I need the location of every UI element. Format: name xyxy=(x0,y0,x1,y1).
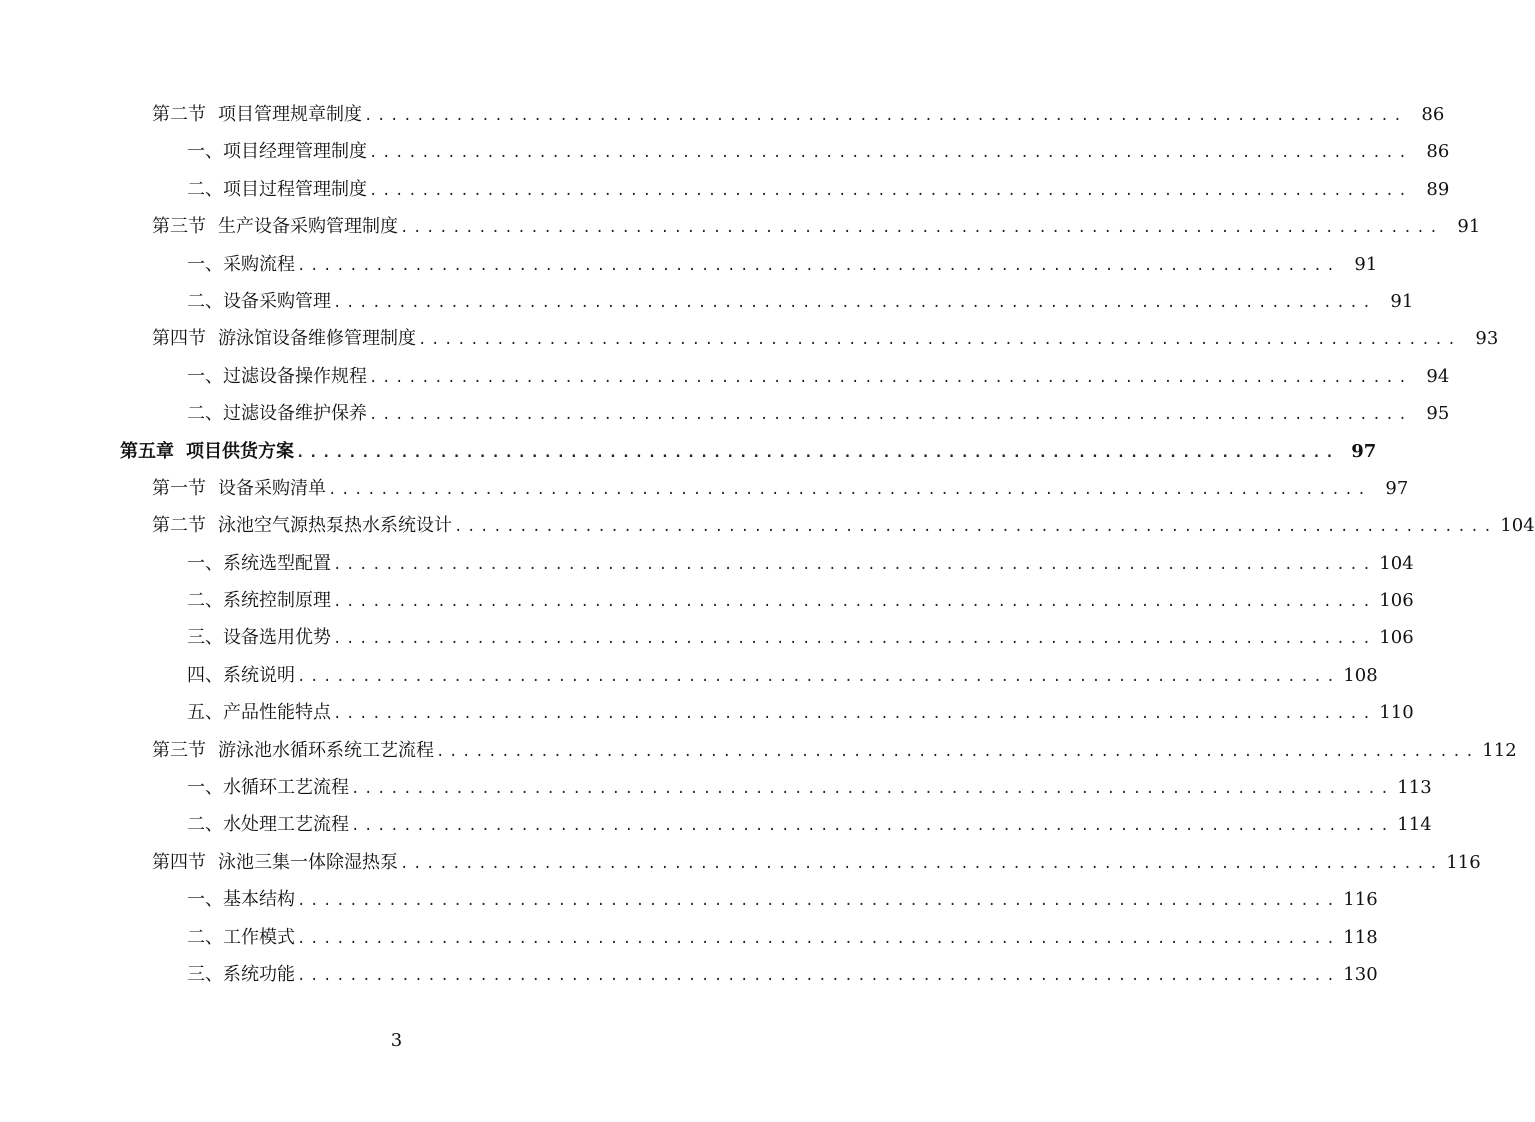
toc-entry-title xyxy=(187,586,331,612)
toc-entry-title xyxy=(187,923,295,949)
dot-leader: ................................................................................ xyxy=(333,294,1376,311)
dot-leader: ................................................................................ xyxy=(333,706,1376,723)
toc-entry-item[interactable] xyxy=(0,623,1414,660)
toc-entry-section[interactable] xyxy=(0,100,1445,137)
toc-entry-text: 项目管理规章制度 xyxy=(218,104,362,125)
toc-entry-title xyxy=(152,100,362,126)
toc-entry-page: 95 xyxy=(1426,403,1450,425)
toc-entry-page: 116 xyxy=(1343,889,1378,911)
toc-entry-text: 三、系统功能 xyxy=(187,963,295,985)
toc-entry-title xyxy=(187,885,295,911)
toc-entry-title xyxy=(187,623,331,649)
toc-entry-page: 106 xyxy=(1379,627,1414,649)
toc-entry-page: 86 xyxy=(1421,104,1445,125)
toc-entry-page: 93 xyxy=(1475,328,1499,350)
dot-leader: ................................................................................ xyxy=(333,556,1376,573)
toc-entry-text: 四、系统说明 xyxy=(187,664,295,686)
dot-leader: ................................................................................ xyxy=(328,481,1371,498)
toc-entry-title xyxy=(152,474,326,500)
toc-entry-chapter[interactable] xyxy=(0,437,1377,474)
toc-entry-label: 第四节 xyxy=(152,851,206,873)
toc-entry-title xyxy=(187,549,331,575)
toc-entry-text: 泳池三集一体除湿热泵 xyxy=(218,851,398,873)
toc-entry-title xyxy=(187,250,295,276)
toc-entry-page: 89 xyxy=(1426,178,1450,200)
dot-leader: ................................................................................ xyxy=(364,108,1407,124)
toc-entry-text: 一、基本结构 xyxy=(187,889,295,911)
dot-leader: ................................................................................ xyxy=(297,668,1340,685)
dot-leader: ................................................................................ xyxy=(297,257,1340,274)
toc-entry-page: 91 xyxy=(1354,253,1378,275)
toc-entry-page: 112 xyxy=(1482,739,1517,761)
toc-entry-item[interactable] xyxy=(0,661,1378,698)
toc-entry-page: 106 xyxy=(1379,590,1414,612)
toc-entry-title xyxy=(152,212,398,238)
toc-entry-text: 泳池空气源热泵热水系统设计 xyxy=(218,515,452,537)
toc-entry-text: 一、水循环工艺流程 xyxy=(187,777,349,799)
toc-entry-text: 二、水处理工艺流程 xyxy=(187,814,349,836)
toc-entry-title xyxy=(187,698,331,724)
toc-entry-text: 二、系统控制原理 xyxy=(187,590,331,612)
toc-entry-item[interactable] xyxy=(0,549,1414,586)
toc-entry-text: 游泳馆设备维修管理制度 xyxy=(218,328,416,350)
toc-entry-section[interactable] xyxy=(0,324,1499,361)
toc-entry-page: 118 xyxy=(1343,926,1378,948)
toc-entry-title xyxy=(187,362,367,388)
toc-entry-page: 94 xyxy=(1426,365,1450,387)
dot-leader: ................................................................................ xyxy=(351,818,1394,835)
toc-entry-label: 第三节 xyxy=(152,216,206,238)
toc-entry-text: 一、过滤设备操作规程 xyxy=(187,365,367,387)
toc-entry-title xyxy=(152,324,416,350)
toc-entry-title xyxy=(187,287,331,313)
toc-entry-text: 一、系统选型配置 xyxy=(187,552,331,574)
page-number: 3 xyxy=(390,1030,403,1051)
toc-entry-label: 第二节 xyxy=(152,104,206,125)
toc-entry-text: 二、工作模式 xyxy=(187,926,295,948)
toc-entry-item[interactable] xyxy=(0,960,1378,997)
toc-entry-title xyxy=(187,137,367,163)
toc-entry-page: 108 xyxy=(1343,664,1378,686)
toc-entry-item[interactable] xyxy=(0,698,1414,735)
toc-entry-text: 二、设备采购管理 xyxy=(187,290,331,312)
toc-entry-title xyxy=(187,399,367,425)
toc-entry-text: 二、过滤设备维护保养 xyxy=(187,403,367,425)
toc-entry-title xyxy=(152,848,398,874)
toc-entry-text: 二、项目过程管理制度 xyxy=(187,178,367,200)
toc-entry-label: 第二节 xyxy=(152,515,206,537)
dot-leader: ................................................................................ xyxy=(297,893,1340,910)
toc-entry-page: 104 xyxy=(1379,552,1414,574)
toc-entry-page: 116 xyxy=(1446,851,1481,873)
toc-entry-item[interactable] xyxy=(0,287,1414,324)
toc-entry-page: 130 xyxy=(1343,963,1378,985)
toc-entry-text: 生产设备采购管理制度 xyxy=(218,216,398,238)
dot-leader: ................................................................................ xyxy=(369,182,1412,199)
dot-leader: ................................................................................ xyxy=(418,332,1461,349)
toc-entry-label: 第五章 xyxy=(120,440,174,462)
toc-entry-title xyxy=(187,810,349,836)
dot-leader: ................................................................................ xyxy=(369,407,1412,424)
dot-leader: ................................................................................ xyxy=(297,930,1340,947)
toc-entry-item[interactable] xyxy=(0,399,1450,436)
toc-entry-title xyxy=(120,437,294,463)
toc-entry-page: 86 xyxy=(1426,141,1450,163)
toc-entry-section[interactable] xyxy=(0,511,1535,548)
toc-entry-item[interactable] xyxy=(0,250,1378,287)
toc-entry-text: 项目供货方案 xyxy=(186,440,294,462)
dot-leader: ................................................................................ xyxy=(400,855,1443,872)
toc-entry-title xyxy=(152,736,434,762)
toc-entry-page: 91 xyxy=(1390,290,1414,312)
toc-entry-label: 第四节 xyxy=(152,328,206,350)
toc-entry-text: 游泳池水循环系统工艺流程 xyxy=(218,739,434,761)
dot-leader: ................................................................................ xyxy=(454,519,1497,536)
toc-entry-label: 第一节 xyxy=(152,477,206,499)
toc-entry-section[interactable] xyxy=(0,848,1481,885)
toc-entry-item[interactable] xyxy=(0,137,1450,174)
toc-entry-text: 五、产品性能特点 xyxy=(187,702,331,724)
toc-entry-title xyxy=(187,661,295,687)
toc-entry-section[interactable] xyxy=(0,474,1409,511)
toc-entry-page: 104 xyxy=(1500,515,1535,537)
toc-entry-item[interactable] xyxy=(0,773,1432,810)
toc-entry-item[interactable] xyxy=(0,810,1432,847)
toc-entry-title xyxy=(152,511,452,537)
toc-entry-section[interactable] xyxy=(0,212,1481,249)
toc-entry-item[interactable] xyxy=(0,586,1414,623)
toc-entry-page: 97 xyxy=(1385,477,1409,499)
toc-entry-text: 一、采购流程 xyxy=(187,253,295,275)
toc-entry-page: 114 xyxy=(1397,814,1432,836)
toc-entry-title xyxy=(187,960,295,986)
dot-leader: ................................................................................ xyxy=(333,594,1376,611)
toc-entry-title xyxy=(187,175,367,201)
table-of-contents xyxy=(0,100,1535,997)
toc-entry-text: 三、设备选用优势 xyxy=(187,627,331,649)
toc-entry-text: 一、项目经理管理制度 xyxy=(187,141,367,163)
dot-leader: ................................................................................ xyxy=(333,631,1376,648)
toc-entry-title xyxy=(187,773,349,799)
toc-entry-item[interactable] xyxy=(0,923,1378,960)
toc-entry-page: 97 xyxy=(1351,440,1377,462)
dot-leader: ................................................................................ xyxy=(296,444,1339,461)
toc-entry-item[interactable] xyxy=(0,885,1378,922)
dot-leader: ................................................................................ xyxy=(436,743,1479,760)
dot-leader: ................................................................................ xyxy=(351,781,1394,798)
dot-leader: ................................................................................ xyxy=(297,967,1340,984)
dot-leader: ................................................................................ xyxy=(400,220,1443,237)
toc-entry-page: 110 xyxy=(1379,702,1414,724)
toc-entry-label: 第三节 xyxy=(152,739,206,761)
toc-entry-page: 91 xyxy=(1457,216,1481,238)
toc-entry-section[interactable] xyxy=(0,736,1517,773)
toc-entry-text: 设备采购清单 xyxy=(218,477,326,499)
toc-entry-item[interactable] xyxy=(0,175,1450,212)
toc-entry-item[interactable] xyxy=(0,362,1450,399)
dot-leader: ................................................................................ xyxy=(369,369,1412,386)
toc-entry-page: 113 xyxy=(1397,777,1432,799)
dot-leader: ................................................................................ xyxy=(369,145,1412,162)
